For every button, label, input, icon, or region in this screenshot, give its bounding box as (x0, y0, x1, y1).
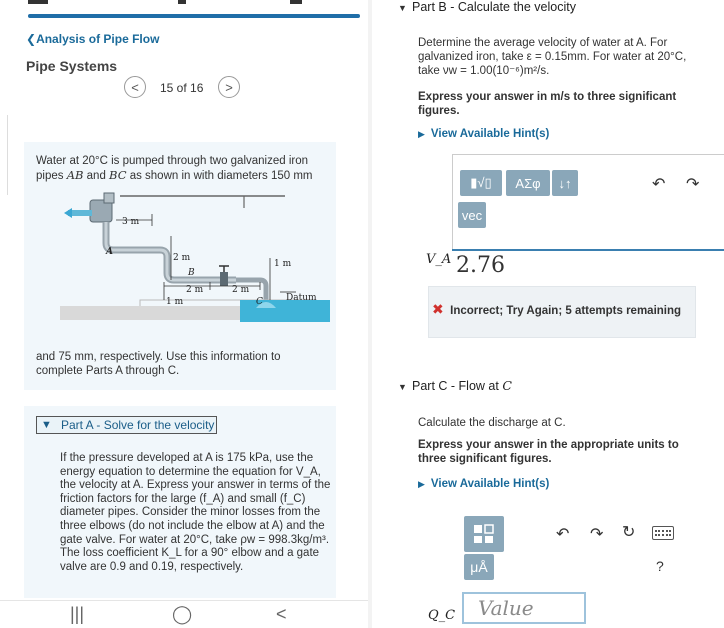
reset-icon[interactable]: ↻ (622, 524, 636, 541)
caret-down-icon: ▼ (41, 419, 52, 431)
units-button[interactable] (464, 554, 494, 580)
caret-right-icon: ▶ (418, 129, 425, 139)
problem-text-intro: Water at 20°C is pumped through two galvanized iron pipes AB and BC as shown in with diameters 150 mm (36, 155, 313, 182)
vector-button[interactable]: vec (458, 202, 486, 228)
help-icon[interactable]: ? (656, 558, 664, 574)
answer-variable-va: V_A (426, 252, 452, 267)
label-3m: 3 m (122, 217, 140, 227)
part-b-answer-input[interactable]: 2.76 (452, 249, 724, 275)
part-c-description: Calculate the discharge at C. (418, 417, 566, 429)
pipe-system-figure (60, 188, 330, 338)
sub-superscript-button[interactable] (552, 170, 578, 196)
arrows-updown-icon: ↓↑ (558, 175, 572, 191)
units-icon: μÅ (470, 559, 488, 575)
error-x-icon: ✖ (432, 301, 444, 317)
gate-valve-icon (220, 272, 228, 286)
section-title: Pipe Systems (26, 58, 118, 74)
part-a-instructions: If the pressure developed at A is 175 kPa, use the energy equation to determine the equation for V_A, the velocity at A. Express your answer in terms of the friction factors for the large (f_A) and small (f_C) diameter pipes. Consider the minor losses from the three elbows (do not include the elbow at A) and the gate valve. For water at 20°C, take ρw = 998.3kg/m³. The loss coefficient K_L for a 90° elbow and a gate valve are 0.9 and 0.19, respectively. (60, 452, 331, 573)
caret-down-icon: ▼ (398, 3, 407, 13)
back-button[interactable]: < (276, 604, 287, 624)
label-2m-h1: 2 m (186, 285, 204, 295)
problem-text-continuation: and 75 mm, respectively. Use this information to complete Parts A through C. (36, 351, 281, 377)
water-reservoir (240, 300, 330, 322)
pump-motor (104, 193, 114, 203)
redo-icon[interactable]: ↷ (686, 176, 700, 193)
chevron-right-icon: > (225, 79, 233, 95)
prev-item-button[interactable] (124, 76, 146, 98)
greek-symbols-button[interactable]: ΑΣφ (506, 170, 550, 196)
flow-arrow-icon (64, 208, 72, 218)
part-b-instruction: Express your answer in m/s to three significant figures. (418, 91, 677, 117)
part-b-description: Determine the average velocity of water at A. For galvanized iron, take ε = 0.15mm. For water at 20°C, take νw = 1.00(10⁻⁶)m²/s. (418, 37, 687, 77)
label-1m-horizontal: 1 m (166, 297, 184, 307)
recents-button[interactable]: ||| (70, 604, 85, 624)
back-link[interactable]: ❮Analysis of Pipe Flow (26, 32, 160, 46)
home-button[interactable]: ◯ (172, 604, 193, 624)
part-c-instruction: Express your answer in the appropriate units to three significant figures. (418, 439, 679, 465)
templates-button[interactable] (460, 170, 502, 196)
part-c-value-input[interactable]: Value (462, 592, 586, 624)
pane-divider (368, 0, 372, 628)
radical-template-icon: ▮√▯ (470, 175, 492, 190)
label-2m-h2: 2 m (232, 285, 250, 295)
next-item-button[interactable] (218, 76, 240, 98)
templates-button[interactable] (464, 516, 504, 552)
label-datum: Datum (286, 293, 317, 303)
top-toolbar-stub (28, 0, 48, 4)
part-b-hint-link[interactable]: ▶ View Available Hint(s) (418, 128, 550, 140)
keyboard-icon[interactable] (652, 526, 674, 540)
undo-icon[interactable]: ↶ (556, 526, 570, 543)
part-c-header[interactable]: ▼ Part C - Flow at C (398, 378, 512, 393)
label-B: B (188, 268, 195, 278)
caret-right-icon: ▶ (418, 479, 425, 489)
feedback-message: ✖ Incorrect; Try Again; 5 attempts remaining (432, 301, 682, 317)
part-b-math-editor (452, 154, 724, 254)
part-c-hint-link[interactable]: ▶ View Available Hint(s) (418, 478, 550, 490)
answer-variable-qc: Q_C (428, 608, 456, 623)
label-A: A (106, 247, 113, 257)
ground-left (60, 306, 240, 320)
chevron-left-icon: < (131, 79, 139, 95)
label-C: C (256, 297, 263, 307)
redo-icon[interactable]: ↷ (590, 526, 604, 543)
part-a-header[interactable]: ▼ Part A - Solve for the velocity (36, 416, 217, 434)
template-grid-icon (473, 524, 495, 544)
left-edge-divider (0, 115, 8, 195)
chevron-left-icon: ❮ (26, 32, 37, 46)
header-accent-bar (28, 14, 360, 18)
pager-position: 15 of 16 (160, 81, 204, 95)
caret-down-icon: ▼ (398, 382, 407, 392)
top-toolbar-stub (290, 0, 302, 4)
part-b-header[interactable]: ▼ Part B - Calculate the velocity (398, 0, 576, 14)
undo-icon[interactable]: ↶ (652, 176, 666, 193)
label-1m-vertical: 1 m (274, 259, 292, 269)
top-toolbar-stub (178, 0, 186, 4)
label-2m-vertical: 2 m (173, 253, 191, 263)
